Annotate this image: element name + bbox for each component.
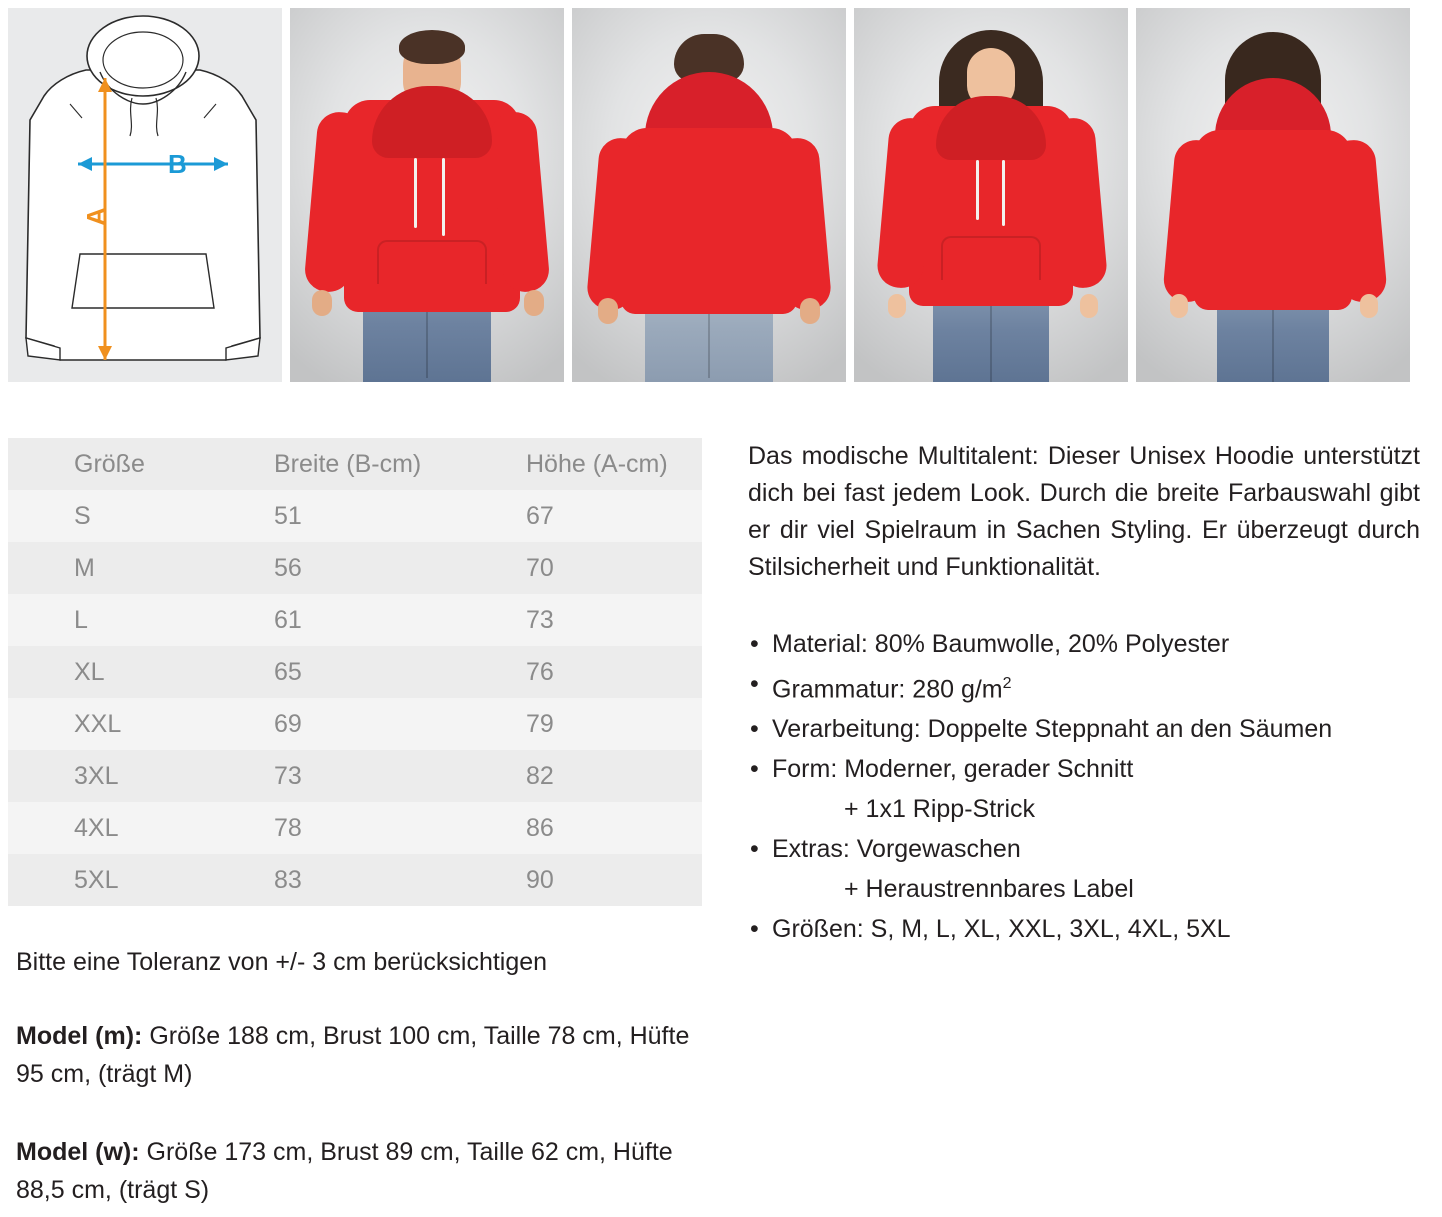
size-table xyxy=(8,438,702,906)
cell-height: 86 xyxy=(526,814,554,842)
cell-width: 83 xyxy=(274,866,302,894)
cell-size: M xyxy=(74,554,95,582)
photo-woman-hoodie-front xyxy=(854,8,1128,382)
tolerance-note: Bitte eine Toleranz von +/- 3 cm berücksichtigen xyxy=(16,948,548,976)
column-header-height: Höhe (A-cm) xyxy=(526,450,668,478)
table-row xyxy=(8,490,702,542)
list-item: + Heraustrennbares Label xyxy=(844,875,1134,904)
list-item: • Größen: S, M, L, XL, XXL, 3XL, 4XL, 5XL xyxy=(748,909,1420,949)
photo-woman-hoodie-back xyxy=(1136,8,1410,382)
model-m-note xyxy=(16,1017,720,1093)
table-row xyxy=(8,594,702,646)
measurement-diagram-svg xyxy=(8,8,282,382)
size-chart-column xyxy=(8,438,720,1209)
cell-width: 65 xyxy=(274,658,302,686)
column-header-size: Größe xyxy=(74,450,145,478)
column-header-width: Breite (B-cm) xyxy=(274,450,422,478)
width-label-b: B xyxy=(168,149,187,179)
list-item: • Verarbeitung: Doppelte Steppnaht an den Säumen xyxy=(748,709,1420,749)
table-row xyxy=(8,854,702,906)
table-row xyxy=(8,802,702,854)
product-image-strip xyxy=(0,0,1442,382)
superscript-two: 2 xyxy=(1002,675,1012,692)
model-w-label: Model (w): xyxy=(16,1138,140,1166)
list-item: • Form: Moderner, gerader Schnitt xyxy=(748,749,1420,789)
cell-width: 56 xyxy=(274,554,302,582)
photo-man-hoodie-front xyxy=(290,8,564,382)
model-m-label: Model (m): xyxy=(16,1022,143,1050)
cell-width: 61 xyxy=(274,606,302,634)
list-item: • Grammatur: 280 $g/m^2$ xyxy=(748,664,1420,709)
details-section xyxy=(0,382,1442,1209)
cell-height: 90 xyxy=(526,866,554,894)
cell-size: 3XL xyxy=(74,762,119,790)
cell-size: XXL xyxy=(74,710,122,738)
description-column xyxy=(720,438,1420,1209)
list-item: • Extras: Vorgewaschen xyxy=(748,829,1420,869)
photo-man-hoodie-back xyxy=(572,8,846,382)
cell-height: 79 xyxy=(526,710,554,738)
cell-width: 69 xyxy=(274,710,302,738)
cell-width: 78 xyxy=(274,814,302,842)
cell-size: L xyxy=(74,606,88,634)
cell-size: XL xyxy=(74,658,105,686)
list-item: • Material: 80% Baumwolle, 20% Polyester xyxy=(748,624,1420,664)
model-m-text: Größe 188 cm, Brust 100 cm, Taille 78 cm, Hüfte 95 cm, (trägt M) xyxy=(16,1022,690,1088)
hoodie-measurement-diagram xyxy=(8,8,282,382)
table-row xyxy=(8,542,702,594)
cell-size: S xyxy=(74,502,91,530)
cell-size: 5XL xyxy=(74,866,119,894)
table-row xyxy=(8,646,702,698)
cell-height: 67 xyxy=(526,502,554,530)
cell-width: 51 xyxy=(274,502,302,530)
model-w-note xyxy=(16,1133,720,1209)
cell-size: 4XL xyxy=(74,814,119,842)
height-label-a: A xyxy=(81,207,111,226)
table-row xyxy=(8,698,702,750)
table-header-row xyxy=(8,438,702,490)
model-w-text: Größe 173 cm, Brust 89 cm, Taille 62 cm, Hüfte 88,5 cm, (trägt S) xyxy=(16,1138,673,1204)
cell-height: 76 xyxy=(526,658,554,686)
cell-height: 70 xyxy=(526,554,554,582)
cell-width: 73 xyxy=(274,762,302,790)
list-item: + 1x1 Ripp-Strick xyxy=(844,795,1036,824)
product-description: Das modische Multitalent: Dieser Unisex Hoodie unterstützt dich bei fast jedem Look. Durch die breite Farbauswahl gibt er dir viel Spielraum in Sachen Styling. Er überzeugt durch Stilsicherheit und Funktionalität. xyxy=(748,442,1420,581)
product-specs-list xyxy=(748,624,1420,949)
cell-height: 73 xyxy=(526,606,554,634)
cell-height: 82 xyxy=(526,762,554,790)
table-row xyxy=(8,750,702,802)
